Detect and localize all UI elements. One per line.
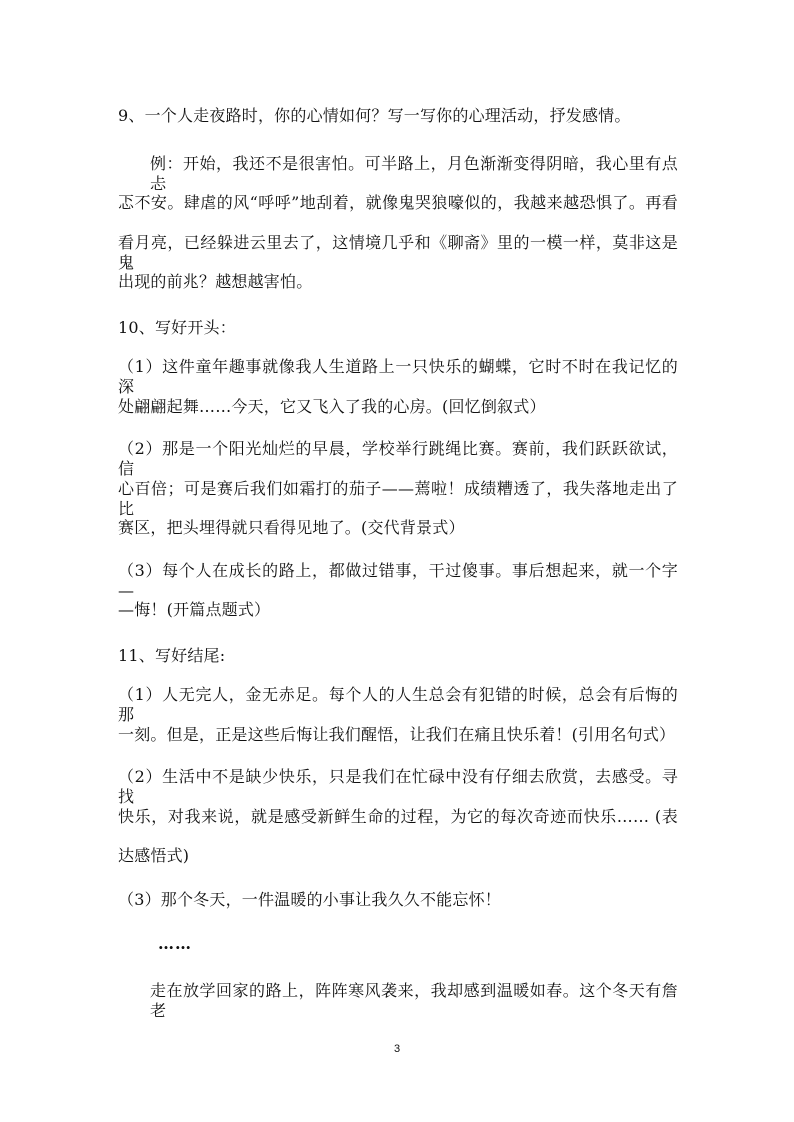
q9-example-line-1: 例：开始，我还不是很害怕。可半路上，月色渐渐变得阴暗，我心里有点忐	[150, 154, 678, 193]
q9-example-line-4: 出现的前兆？越想越害怕。	[118, 272, 313, 291]
page-number: 3	[393, 1043, 401, 1055]
q11-item3-line-3: 走在放学回家的路上，阵阵寒风袭来，我却感到温暖如春。这个冬天有詹老	[150, 981, 678, 1020]
q11-item1-line-1: （1）人无完人，金无赤足。每个人的人生总会有犯错的时候，总会有后悔的那	[118, 685, 678, 724]
q10-item1-line-2: 处翩翩起舞……今天，它又飞入了我的心房。(回忆倒叙式）	[118, 397, 546, 416]
q9-example-line-3: 看月亮，已经躲进云里去了，这情境几乎和《聊斋》里的一模一样，莫非这是鬼	[118, 233, 678, 272]
question-10-title: 10、写好开头：	[118, 318, 236, 337]
q10-item3-line-1: （3）每个人在成长的路上，都做过错事，干过傻事。事后想起来，就一个字—	[118, 561, 678, 600]
q9-example-line-2: 忑不安。肆虐的风“呼呼”地刮着，就像鬼哭狼嚎似的，我越来越恐惧了。再看	[118, 193, 678, 212]
q11-item2-line-1: （2）生活中不是缺少快乐，只是我们在忙碌中没有仔细去欣赏，去感受。寻找	[118, 767, 678, 806]
q11-item2-line-3: 达感悟式)	[118, 846, 190, 865]
ellipsis-line: ……	[158, 934, 192, 953]
q11-item2-line-2: 快乐，对我来说，就是感受新鲜生命的过程，为它的每次奇迹而快乐…… (表	[118, 807, 678, 826]
q11-item1-line-2: 一刻。但是，正是这些后悔让我们醒悟，让我们在痛且快乐着！(引用名句式）	[118, 725, 676, 744]
question-11-title: 11、写好结尾:	[118, 646, 226, 665]
question-9-title: 9、一个人走夜路时，你的心情如何？写一写你的心理活动，抒发感情。	[118, 106, 631, 125]
q10-item2-line-3: 赛区，把头埋得就只看得见地了。(交代背景式）	[118, 518, 465, 537]
q10-item3-line-2: —悔！(开篇点题式）	[118, 600, 271, 619]
q11-item3-line-1: （3）那个冬天，一件温暖的小事让我久久不能忘怀！	[118, 890, 501, 909]
q10-item1-line-1: （1）这件童年趣事就像我人生道路上一只快乐的蝴蝶，它时不时在我记忆的深	[118, 357, 678, 396]
q10-item2-line-1: （2）那是一个阳光灿烂的早晨，学校举行跳绳比赛。赛前，我们跃跃欲试，信	[118, 439, 678, 478]
q10-item2-line-2: 心百倍；可是赛后我们如霜打的茄子——蔫啦！成绩糟透了，我失落地走出了比	[118, 479, 678, 518]
